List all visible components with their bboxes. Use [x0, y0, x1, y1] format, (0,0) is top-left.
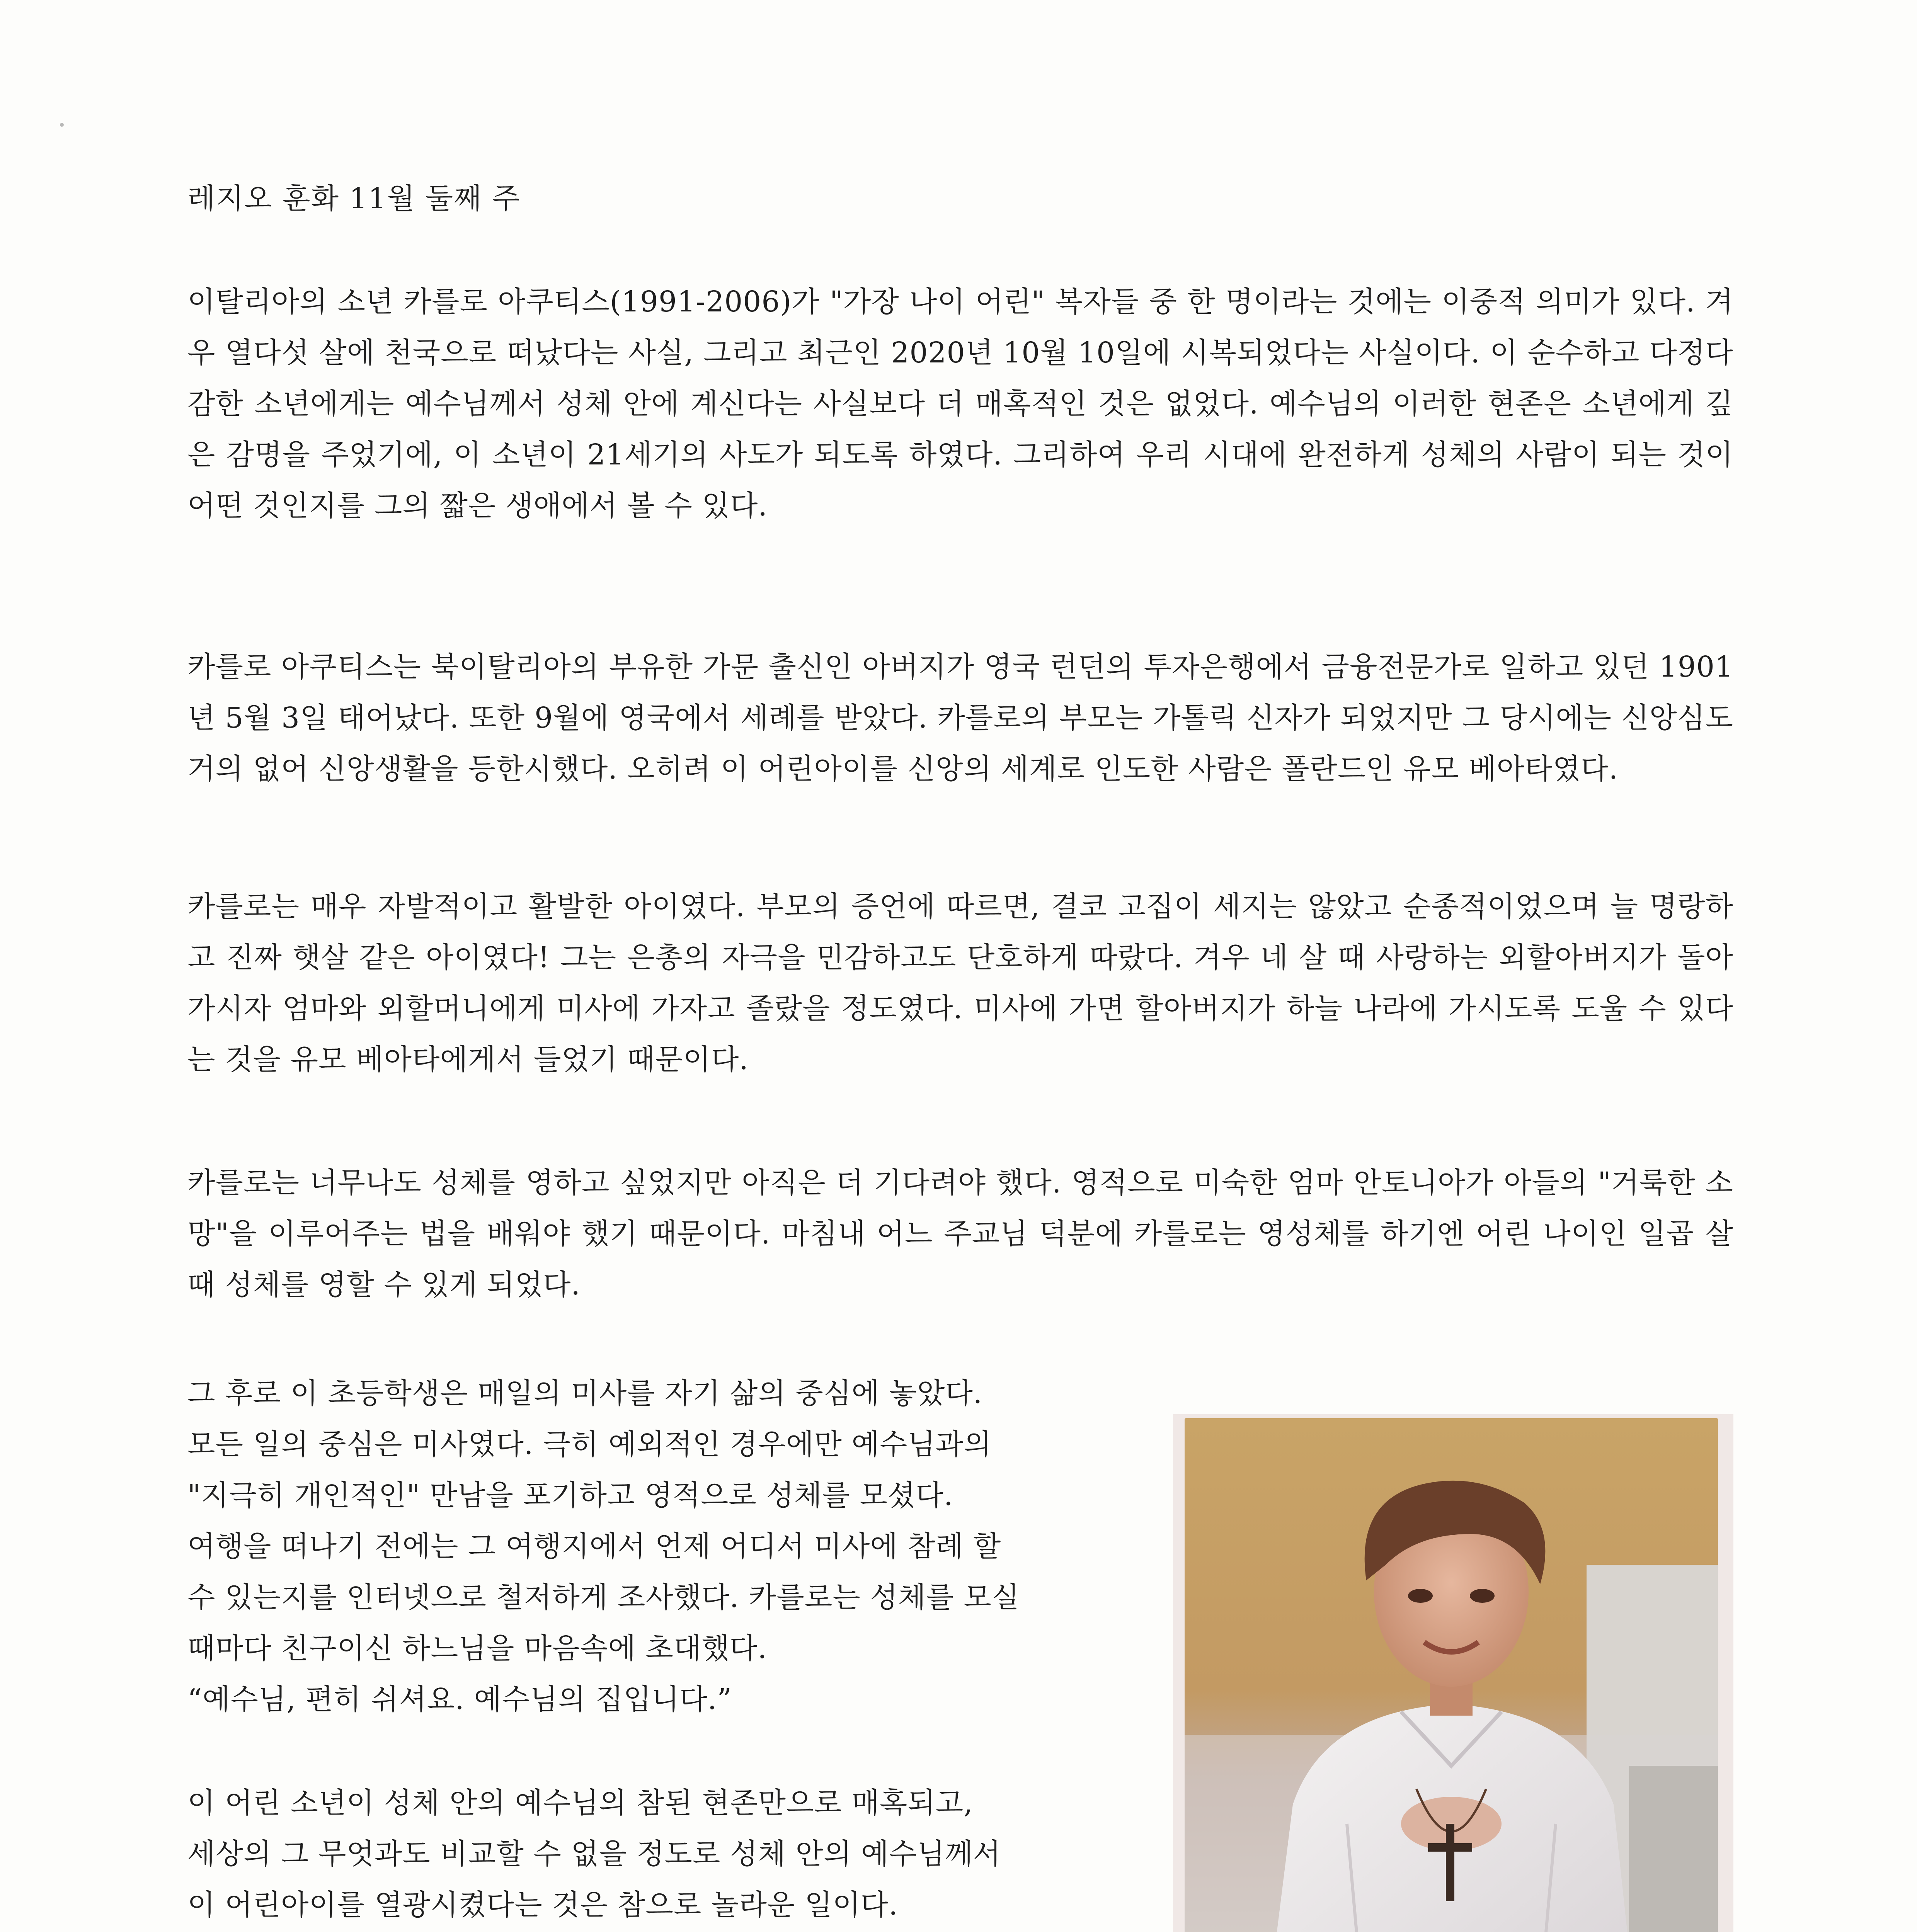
- scan-speck: [60, 123, 64, 127]
- text-line: 여행을 떠나기 전에는 그 여행지에서 언제 어디서 미사에 참례 할: [187, 1530, 1001, 1563]
- text-line: 때마다 친구이신 하느님을 마음속에 초대했다.: [187, 1632, 767, 1665]
- text-line: "지극히 개인적인" 만남을 포기하고 영적으로 성체를 모셨다.: [187, 1479, 953, 1512]
- column-paragraph-1: [187, 1368, 1165, 1725]
- document-heading: 레지오 훈화 11월 둘째 주: [187, 182, 521, 215]
- paragraph-3: 카를로는 매우 자발적이고 활발한 아이였다. 부모의 증언에 따르면, 결코 고집이 세지는 않았고 순종적이었으며 늘 명랑하고 진짜 햇살 같은 아이였다! 그는 은총의 자극을 민감하고도 단호하게 따랐다. 겨우 네 살 때 사랑하는 외할아버지가 돌아가시자 엄마와 외할머니에게 미사에 가자고 졸랐을 정도였다. 미사에 가면 할아버지가 하늘 나라에 가시도록 도울 수 있다는 것을 유모 베아타에게서 들었기 때문이다.: [187, 890, 1733, 1076]
- boy-portrait-image: [1185, 1418, 1718, 1932]
- text-line: “예수님, 편히 쉬셔요. 예수님의 집입니다.”: [187, 1683, 732, 1716]
- column-paragraph-2: [187, 1777, 1165, 1932]
- paragraph-1: 이탈리아의 소년 카를로 아쿠티스(1991-2006)가 "가장 나이 어린" 복자들 중 한 명이라는 것에는 이중적 의미가 있다. 겨우 열다섯 살에 천국으로 떠났다는 사실, 그리고 최근인 2020년 10월 10일에 시복되었다는 사실이다. 이 순수하고 다정다감한 소년에게는 예수님께서 성체 안에 계신다는 사실보다 더 매혹적인 것은 없었다. 예수님의 이러한 현존은 소년에게 깊은 감명을 주었기에, 이 소년이 21세기의 사도가 되도록 하였다. 그리하여 우리 시대에 완전하게 성체의 사람이 되는 것이 어떤 것인지를 그의 짧은 생애에서 볼 수 있다.: [187, 285, 1733, 522]
- text-line: 그 후로 이 초등학생은 매일의 미사를 자기 삶의 중심에 놓았다.: [187, 1377, 983, 1410]
- paragraph-2: 카를로 아쿠티스는 북이탈리아의 부유한 가문 출신인 아버지가 영국 런던의 투자은행에서 금융전문가로 일하고 있던 1901년 5월 3일 태어났다. 또한 9월에 영국에서 세례를 받았다. 카를로의 부모는 가톨릭 신자가 되었지만 그 당시에는 신앙심도 거의 없어 신앙생활을 등한시했다. 오히려 이 어린아이를 신앙의 세계로 인도한 사람은 폴란드인 유모 베아타였다.: [187, 650, 1733, 786]
- paragraph-4: 카를로는 너무나도 성체를 영하고 싶었지만 아직은 더 기다려야 했다. 영적으로 미숙한 엄마 안토니아가 아들의 "거룩한 소망"을 이루어주는 법을 배워야 했기 때문이다. 마침내 어느 주교님 덕분에 카를로는 영성체를 하기엔 어린 나이인 일곱 살 때 성체를 영할 수 있게 되었다.: [187, 1166, 1733, 1301]
- text-line: 수 있는지를 인터넷으로 철저하게 조사했다. 카를로는 성체를 모실: [187, 1581, 1020, 1614]
- text-line: 이 어린 소년이 성체 안의 예수님의 참된 현존만으로 매혹되고,: [187, 1786, 973, 1820]
- portrait-photo: [1185, 1418, 1718, 1932]
- text-line: [187, 1930, 1165, 1932]
- text-line: 세상의 그 무엇과도 비교할 수 없을 정도로 성체 안의 예수님께서: [187, 1837, 1001, 1871]
- text-line: 이 어린아이를 열광시켰다는 것은 참으로 놀라운 일이다.: [187, 1888, 898, 1922]
- photo-figure: [1173, 1414, 1733, 1932]
- text-line: 모든 일의 중심은 미사였다. 극히 예외적인 경우에만 예수님과의: [187, 1428, 992, 1461]
